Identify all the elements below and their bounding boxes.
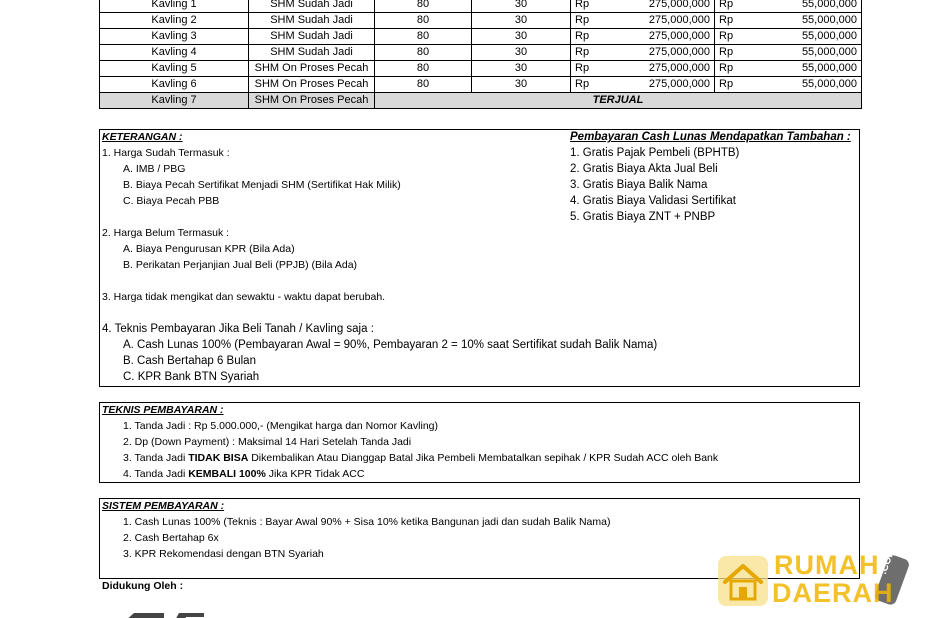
bonus-item-1: 1. Gratis Pajak Pembeli (BPHTB) bbox=[570, 147, 740, 159]
table-row bbox=[100, 77, 862, 93]
teknis-item-1: 1. Tanda Jadi : Rp 5.000.000,- (Mengikat harga dan Nomor Kavling) bbox=[123, 420, 438, 432]
keterangan-box bbox=[99, 129, 860, 387]
kavling-name: Kavling 5 bbox=[100, 61, 249, 77]
certificate-status: SHM Sudah Jadi bbox=[249, 29, 375, 45]
certificate-status: SHM Sudah Jadi bbox=[249, 0, 375, 13]
kavling-name: Kavling 2 bbox=[100, 13, 249, 29]
price-cell: Rp 275,000,000 bbox=[571, 45, 715, 61]
sistem-item-3: 3. KPR Rekomendasi dengan BTN Syariah bbox=[123, 548, 324, 560]
keterangan-item-2: 2. Harga Belum Termasuk : bbox=[102, 227, 230, 239]
supported-by-label: Didukung Oleh : bbox=[102, 580, 184, 592]
table-row-sold bbox=[100, 93, 862, 109]
certificate-status: SHM On Proses Pecah bbox=[249, 61, 375, 77]
price-cell: Rp 275,000,000 bbox=[571, 0, 715, 13]
price-cell: Rp 275,000,000 bbox=[571, 13, 715, 29]
size-b: 30 bbox=[472, 45, 571, 61]
kavling-name: Kavling 1 bbox=[100, 0, 249, 13]
sistem-item-2: 2. Cash Bertahap 6x bbox=[123, 532, 219, 544]
dp-cell: Rp 55,000,000 bbox=[715, 29, 862, 45]
dp-cell: Rp 55,000,000 bbox=[715, 45, 862, 61]
sistem-title: SISTEM PEMBAYARAN : bbox=[102, 500, 225, 512]
keterangan-title: KETERANGAN : bbox=[102, 131, 183, 143]
kavling-name: Kavling 4 bbox=[100, 45, 249, 61]
bonus-title: Pembayaran Cash Lunas Mendapatkan Tambahan : bbox=[570, 131, 851, 143]
keterangan-item-1a: A. IMB / PBG bbox=[123, 163, 186, 175]
dp-cell: Rp 55,000,000 bbox=[715, 13, 862, 29]
keterangan-item-4a: A. Cash Lunas 100% (Pembayaran Awal = 90%, Pembayaran 2 = 10% saat Sertifikat sudah Balik Nama) bbox=[123, 339, 658, 351]
bonus-item-3: 3. Gratis Biaya Balik Nama bbox=[570, 179, 708, 191]
size-b: 30 bbox=[472, 77, 571, 93]
size-b: 30 bbox=[472, 0, 571, 13]
teknis-item-4: 4. Tanda Jadi KEMBALI 100% Jika KPR Tidak ACC bbox=[123, 468, 365, 480]
sistem-item-1: 1. Cash Lunas 100% (Teknis : Bayar Awal 90% + Sisa 10% ketika Bangunan jadi dan sudah Balik Nama) bbox=[123, 516, 611, 528]
keterangan-item-4b: B. Cash Bertahap 6 Bulan bbox=[123, 355, 256, 367]
size-a: 80 bbox=[375, 0, 472, 13]
kavling-price-table bbox=[99, 0, 862, 109]
certificate-status: SHM Sudah Jadi bbox=[249, 45, 375, 61]
dp-cell: Rp 55,000,000 bbox=[715, 61, 862, 77]
brand-tld: .COM bbox=[878, 547, 898, 576]
sponsor-logo bbox=[124, 609, 204, 618]
kavling-name: Kavling 6 bbox=[100, 77, 249, 93]
certificate-status: SHM Sudah Jadi bbox=[249, 13, 375, 29]
table-row bbox=[100, 0, 862, 13]
size-a: 80 bbox=[375, 45, 472, 61]
teknis-item-3: 3. Tanda Jadi TIDAK BISA Dikembalikan Atau Dianggap Batal Jika Pembeli Membatalkan sepihak / KPR Sudah ACC oleh Bank bbox=[123, 452, 719, 464]
kavling-name: Kavling 3 bbox=[100, 29, 249, 45]
dp-cell: Rp 55,000,000 bbox=[715, 0, 862, 13]
size-a: 80 bbox=[375, 77, 472, 93]
size-b: 30 bbox=[472, 29, 571, 45]
kavling-name: Kavling 7 bbox=[100, 93, 249, 109]
size-a: 80 bbox=[375, 13, 472, 29]
table-row bbox=[100, 61, 862, 77]
bonus-item-4: 4. Gratis Biaya Validasi Sertifikat bbox=[570, 195, 736, 207]
table-row bbox=[100, 29, 862, 45]
certificate-status: SHM On Proses Pecah bbox=[249, 93, 375, 109]
bonus-item-5: 5. Gratis Biaya ZNT + PNBP bbox=[570, 211, 716, 223]
brand-word-rumah: RUMAH bbox=[774, 550, 880, 580]
rumahdaerah-watermark bbox=[716, 547, 916, 610]
keterangan-item-1: 1. Harga Sudah Termasuk : bbox=[102, 147, 230, 159]
table-row bbox=[100, 45, 862, 61]
teknis-box bbox=[99, 402, 860, 483]
dp-cell: Rp 55,000,000 bbox=[715, 77, 862, 93]
table-row bbox=[100, 13, 862, 29]
brand-word-daerah: DAERAH bbox=[772, 578, 894, 608]
keterangan-item-4c: C. KPR Bank BTN Syariah bbox=[123, 371, 260, 383]
keterangan-item-2b: B. Perikatan Perjanjian Jual Beli (PPJB) (Bila Ada) bbox=[123, 259, 358, 271]
size-b: 30 bbox=[472, 61, 571, 77]
bonus-item-2: 2. Gratis Biaya Akta Jual Beli bbox=[570, 163, 718, 175]
keterangan-item-4: 4. Teknis Pembayaran Jika Beli Tanah / Kavling saja : bbox=[102, 323, 374, 335]
price-cell: Rp 275,000,000 bbox=[571, 77, 715, 93]
price-cell: Rp 275,000,000 bbox=[571, 61, 715, 77]
keterangan-item-1b: B. Biaya Pecah Sertifikat Menjadi SHM (Sertifikat Hak Milik) bbox=[123, 179, 401, 191]
price-cell: Rp 275,000,000 bbox=[571, 29, 715, 45]
keterangan-item-3: 3. Harga tidak mengikat dan sewaktu - waktu dapat berubah. bbox=[102, 291, 386, 303]
teknis-item-2: 2. Dp (Down Payment) : Maksimal 14 Hari Setelah Tanda Jadi bbox=[123, 436, 412, 448]
sold-status: TERJUAL bbox=[375, 93, 862, 109]
size-a: 80 bbox=[375, 29, 472, 45]
size-b: 30 bbox=[472, 13, 571, 29]
teknis-title: TEKNIS PEMBAYARAN : bbox=[102, 404, 224, 416]
certificate-status: SHM On Proses Pecah bbox=[249, 77, 375, 93]
keterangan-item-1c: C. Biaya Pecah PBB bbox=[123, 195, 220, 207]
size-a: 80 bbox=[375, 61, 472, 77]
keterangan-item-2a: A. Biaya Pengurusan KPR (Bila Ada) bbox=[123, 243, 295, 255]
